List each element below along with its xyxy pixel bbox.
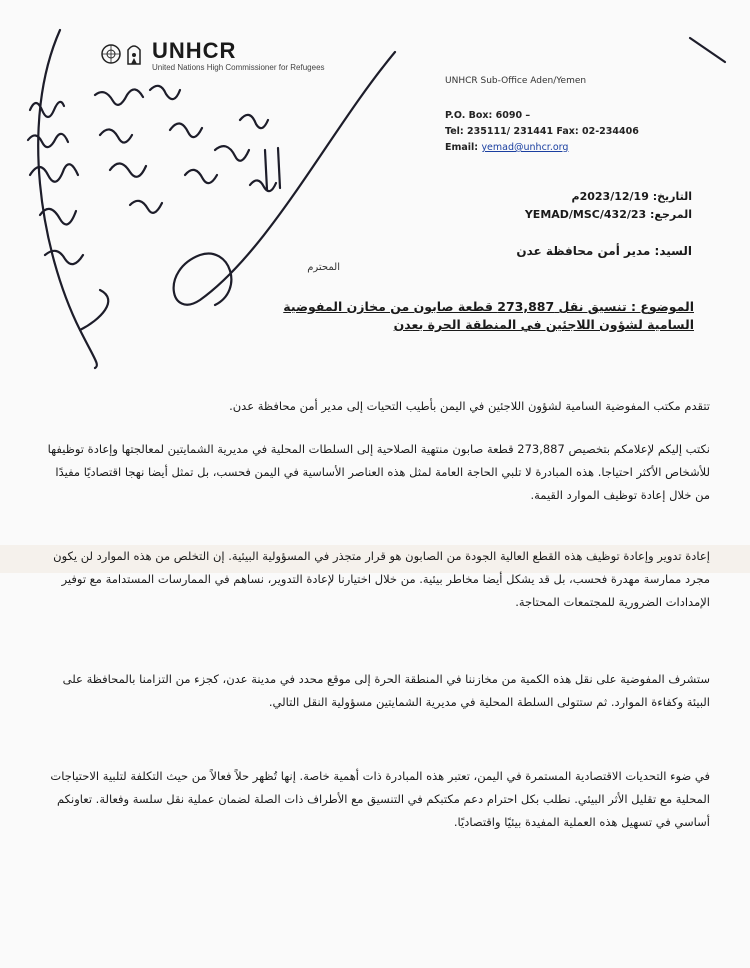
- tel-fax: Tel: 235111/ 231441 Fax: 02-234406: [445, 126, 639, 137]
- paragraph-4: ستشرف المفوضية على نقل هذه الكمية من مخازننا في المنطقة الحرة إلى موقع محدد في مدينة عدن، كجزء من التزامنا بالمحافظة على البيئة وكفاءة الموارد. ثم ستتولى السلطة المحلية في مديرية الشمايتين مسؤولية النقل التالي.: [62, 672, 710, 709]
- subject-line: الموضوع : تنسيق نقل 273,887 قطعة صابون من مخازن المفوضية السامية لشؤون اللاجئين في المنطقة الحرة بعدن: [283, 299, 694, 332]
- paragraph-1: تتقدم مكتب المفوضية السامية لشؤون اللاجئين في اليمن بأطيب التحيات إلى مدير أمن محافظة عدن.: [229, 399, 710, 413]
- pen-mark: [690, 38, 725, 62]
- letter-reference: المرجع: 23/YEMAD/MSC/432: [524, 208, 692, 221]
- paragraph-2: نكتب إليكم لإعلامكم بتخصيص 273,887 قطعة صابون منتهية الصلاحية إلى السلطات المحلية في مديرية الشمايتين لمعالجتها وإعادة توظيفها للأشخاص الأكثر احتياجا. هذه المبادرة لا تلبي الحاجة العامة لمثل هذه العناصر الأساسية في اليمن فحسب، بل تمثل أيضا نهجا اقتصاديًا مفيدًا من خلال إعادة توظيف الموارد القيمة.: [47, 442, 710, 502]
- ink-arc: [38, 30, 97, 368]
- letter-date: التاريخ: 2023/12/19م: [571, 190, 692, 203]
- org-name: UNHCR: [152, 38, 237, 63]
- greeting: المحترم: [307, 262, 340, 273]
- ink-loop: [174, 52, 395, 305]
- paragraph-3: إعادة تدوير وإعادة توظيف هذه القطع العالية الجودة من الصابون هو قرار متجذر في المسؤولية البيئية. إن التخلص من هذه الموارد لن يكون مجرد ممارسة مهدرة فحسب، بل قد يشكل أيضا مخاطر بيئية. من خلال اختيارنا لإعادة التدوير، نساهم في الممارسات المستدامة مع توفير الإمدادات الضرورية للمجتمعات المحتاجة.: [53, 549, 710, 609]
- recipient: السيد: مدير أمن محافظة عدن: [516, 244, 692, 258]
- org-full-name: United Nations High Commissioner for Refugees: [152, 63, 325, 72]
- email-link[interactable]: yemad@unhcr.org: [481, 142, 569, 153]
- email-label: Email:: [445, 142, 479, 153]
- paragraph-5: في ضوء التحديات الاقتصادية المستمرة في اليمن، تعتبر هذه المبادرة ذات أهمية خاصة. إنها تُظهر حلاً فعالاً من حيث التكلفة لتلبية الاحتياجات المحلية مع تقليل الأثر البيئي. نطلب بكل احترام دعم مكتبكم في التنسيق مع الأطراف ذات الصلة لضمان عملية نقل سلسة وفعالة. تعاونكم أساسي في تسهيل هذه العملية المفيدة بيئيًا واقتصاديًا.: [50, 769, 710, 829]
- po-box: P.O. Box: 6090 –: [445, 110, 531, 121]
- office-name: UNHCR Sub-Office Aden/Yemen: [445, 76, 587, 86]
